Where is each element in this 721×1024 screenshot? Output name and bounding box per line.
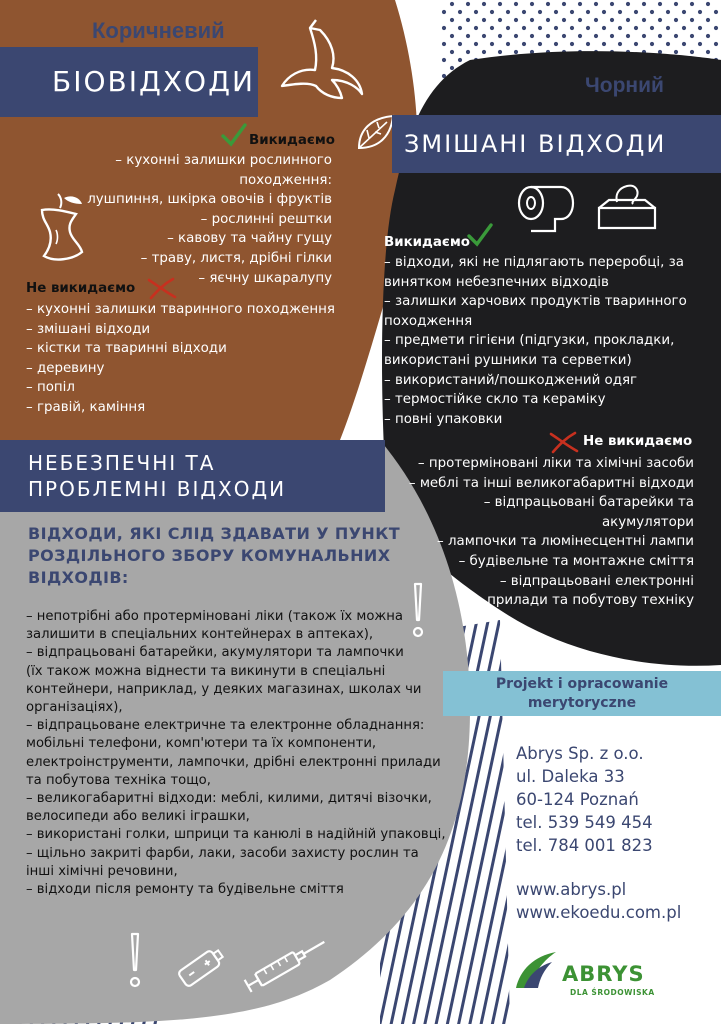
list-item: – відпрацьовані електронні <box>499 573 694 589</box>
checkmark-icon <box>466 222 494 248</box>
mixed-no-throw-list <box>392 454 694 611</box>
list-item: використані рушники та серветки) <box>384 352 632 368</box>
list-item: – відходи, які не підлягають переробці, за <box>384 255 684 270</box>
list-item: – кістки та тваринні відходи <box>26 341 227 357</box>
list-item: – лампочки та люмінесцентні лампи <box>437 534 694 550</box>
list-item: – відпрацьоване електричне та електронне обладнання: <box>26 718 425 734</box>
list-item: – кухонні залишки тваринного походження <box>26 302 335 317</box>
mixed-color-label: Чорний <box>585 74 664 97</box>
credits-heading <box>443 671 721 716</box>
cross-icon <box>146 276 178 300</box>
logo-swoosh-icon <box>514 950 558 990</box>
postal-code: 60-124 Poznań <box>516 790 639 809</box>
abrys-logo <box>512 946 682 1004</box>
list-item: – відпрацьовані батарейки та акумулятори <box>483 495 694 530</box>
list-item: залишити в спеціальних контейнерах в аптеках), <box>26 627 374 643</box>
list-item: – повні упаковки <box>384 411 503 427</box>
list-item: – рослинні рештки <box>200 211 332 227</box>
list-item: – непотрібні або протерміновані ліки (також їх можна <box>26 609 403 624</box>
address-block <box>512 740 657 859</box>
hazard-subtitle <box>28 523 400 589</box>
list-item: – протерміновані ліки та хімічні засоби <box>417 456 694 471</box>
bio-throw-list <box>20 151 332 288</box>
leaf-icon <box>355 112 397 152</box>
hazard-title <box>0 440 385 512</box>
list-item: прилади та побутову техніку <box>487 593 694 609</box>
list-item: – відпрацьовані батарейки, акумулятори та лампочки <box>26 645 404 661</box>
list-item: – меблі та інші великогабаритні відходи <box>408 475 694 491</box>
list-item: – відходи після ремонту та будівельне сміття <box>26 882 344 898</box>
cross-icon <box>548 430 580 454</box>
mixed-title: ЗМІШАНІ ВІДХОДИ <box>392 115 721 173</box>
list-item: – термостійке скло та кераміку <box>384 392 606 408</box>
list-item: – залишки харчових продуктів тваринного <box>384 294 687 310</box>
list-item: винятком небезпечних відходів <box>384 274 609 290</box>
list-item: мобільні телефони, комп'ютери та їх компоненти, <box>26 736 377 752</box>
credits-heading-line2: merytoryczne <box>527 695 637 711</box>
list-item: – використані голки, шприци та канюлі в надійній упаковці, <box>26 827 446 843</box>
links-block <box>512 876 685 926</box>
list-item: – будівельне та монтажне сміття <box>458 553 694 569</box>
list-item: велосипеди або великі іграшки, <box>26 809 250 825</box>
syringe-icon <box>234 934 334 994</box>
mixed-no-throw-heading: Не викидаємо <box>583 434 693 449</box>
list-item: – деревину <box>26 360 105 376</box>
bio-no-throw-heading: Не викидаємо <box>26 281 136 296</box>
hazard-subtitle-line1: ВІДХОДИ, ЯКІ СЛІД ЗДАВАТИ У ПУНКТ <box>28 524 401 543</box>
list-item: контейнери, наприклад, у деяких магазинах, школах чи <box>26 681 422 697</box>
list-item: – траву, листя, дрібні гілки <box>140 250 332 266</box>
list-item: – предмети гігієни (підгузки, прокладки, <box>384 333 675 349</box>
bio-color-label: Коричневий <box>92 18 225 43</box>
hazard-list <box>26 608 446 899</box>
list-item: – щільно закриті фарби, лаки, засоби захисту рослин та <box>26 845 419 861</box>
hazard-title-line2: ПРОБЛЕМНІ ВІДХОДИ <box>28 477 287 501</box>
list-item: організаціях), <box>26 700 123 716</box>
bio-throw-heading: Викидаємо <box>249 133 335 148</box>
list-item: електроінструменти, лампочки, дрібні електронні прилади <box>26 754 441 770</box>
hazard-subtitle-line2: РОЗДІЛЬНОГО ЗБОРУ КОМУНАЛЬНИХ <box>28 546 391 565</box>
bio-no-throw-list <box>26 300 346 418</box>
website-link-ekoedu[interactable]: www.ekoedu.com.pl <box>516 903 682 922</box>
list-item: – великогабаритні відходи: меблі, килими, дитячі візочки, <box>26 791 432 807</box>
list-item: – кавову та чайну гущу <box>167 231 332 247</box>
list-item: походження <box>384 313 473 329</box>
list-item: – гравій, каміння <box>26 399 146 415</box>
list-item: лушпиння, шкірка овочів і фруктів <box>87 192 332 208</box>
phone-1: tel. 539 549 454 <box>516 813 653 832</box>
list-item: інші хімічні речовини, <box>26 863 178 879</box>
list-item: – попіл <box>26 380 75 396</box>
checkmark-icon <box>220 122 248 148</box>
toilet-paper-icon <box>515 183 575 235</box>
logo-tagline: DLA ŚRODOWISKA <box>570 988 655 997</box>
tissue-box-icon <box>595 182 659 232</box>
bio-title: БІОВІДХОДИ <box>0 47 258 117</box>
list-item: – яєчну шкаралупу <box>198 270 332 286</box>
hazard-title-line1: НЕБЕЗПЕЧНІ ТА <box>28 451 216 475</box>
banana-peel-icon <box>270 18 370 103</box>
website-link-abrys[interactable]: www.abrys.pl <box>516 880 627 899</box>
credits-heading-line1: Projekt i opracowanie <box>495 676 669 692</box>
company-name: Abrys Sp. z o.o. <box>516 744 644 763</box>
list-item: – змішані відходи <box>26 321 151 337</box>
list-item: – кухонні залишки рослинного походження: <box>115 153 332 188</box>
list-item: – використаний/пошкоджений одяг <box>384 372 638 388</box>
list-item: (їх також можна віднести та викинути в спеціальні <box>26 663 386 679</box>
mixed-throw-heading: Викидаємо <box>384 235 470 250</box>
phone-2: tel. 784 001 823 <box>516 836 653 855</box>
street: ul. Daleka 33 <box>516 767 625 786</box>
logo-name: ABRYS <box>562 962 645 986</box>
exclamation-icon <box>124 930 146 990</box>
list-item: та побутова техніка тощо, <box>26 772 211 788</box>
hazard-subtitle-line3: ВІДХОДІВ: <box>28 568 129 587</box>
mixed-throw-list <box>384 253 714 429</box>
battery-icon <box>172 940 230 992</box>
